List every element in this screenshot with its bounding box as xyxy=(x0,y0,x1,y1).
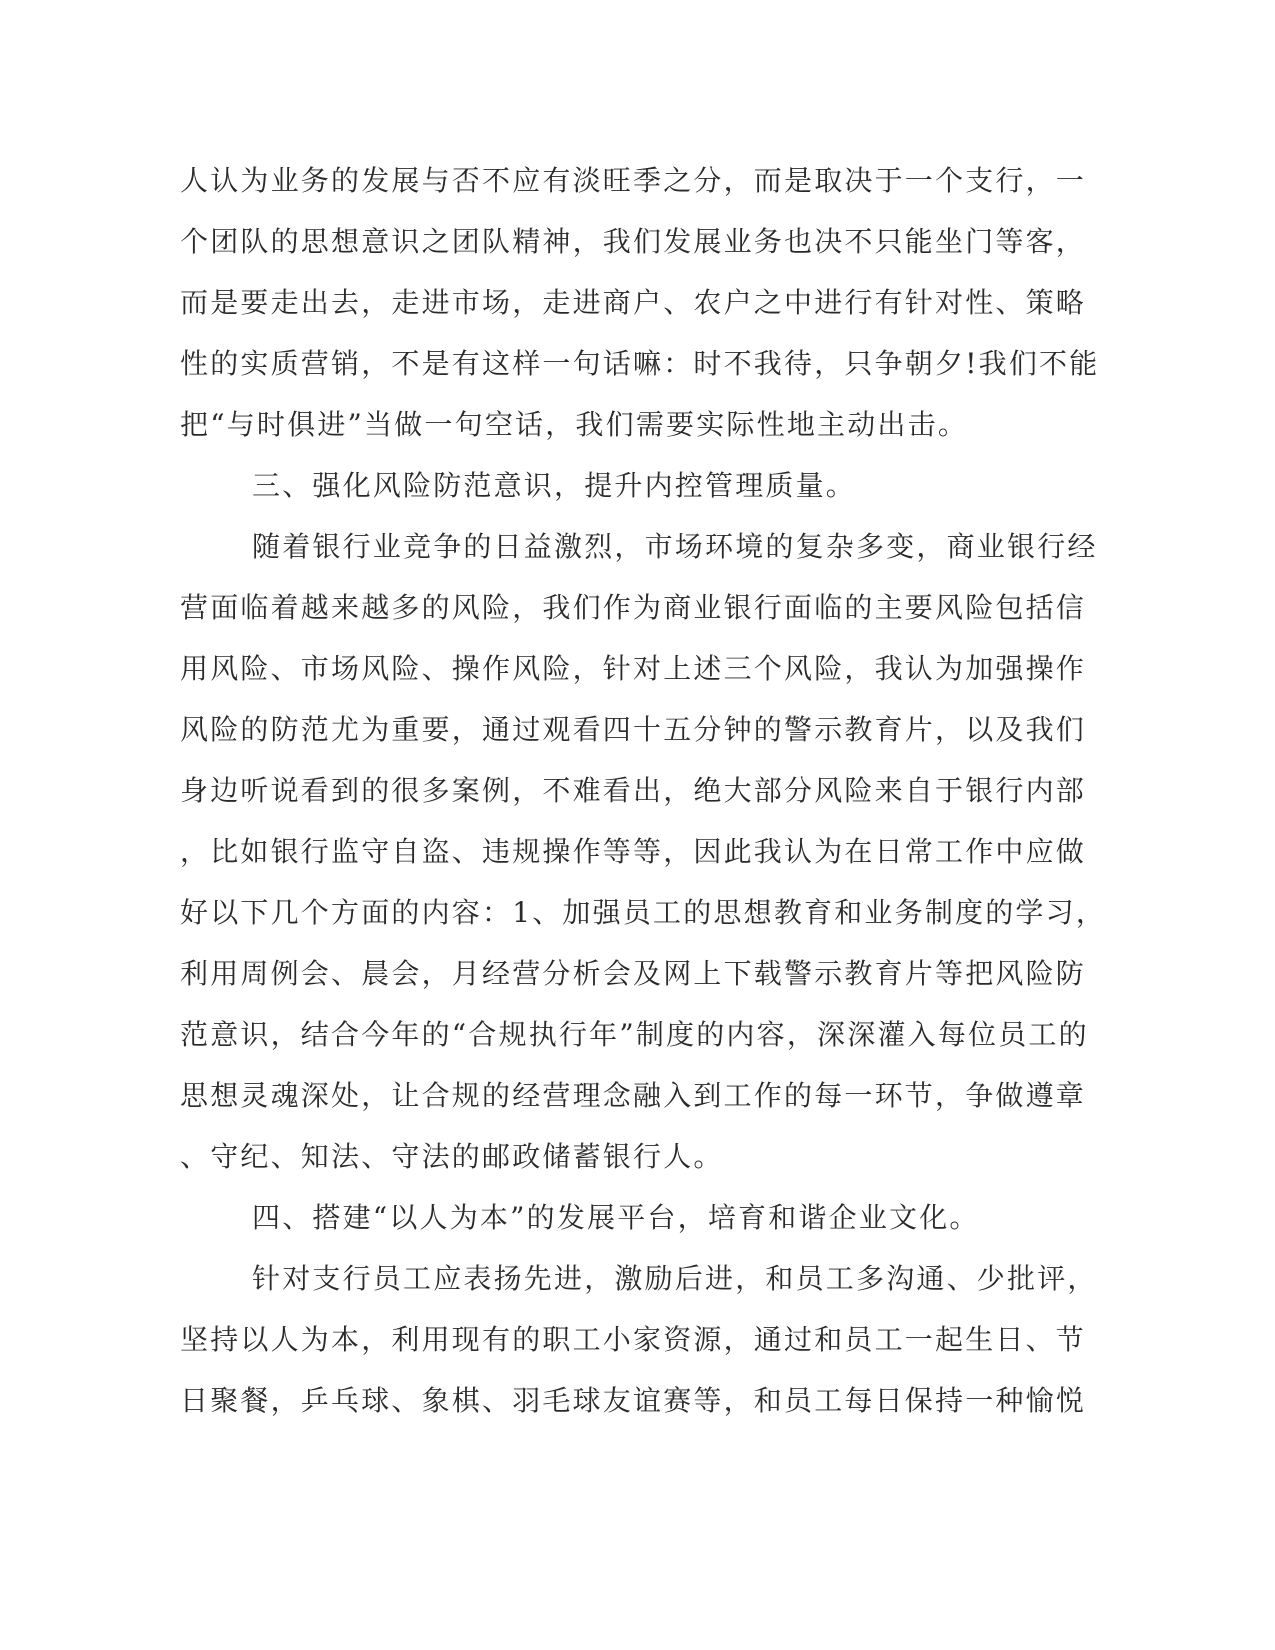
text-line: 风险的防范尤为重要，通过观看四十五分钟的警示教育片，以及我们 xyxy=(180,713,1087,746)
text-line: 营面临着越来越多的风险，我们作为商业银行面临的主要风险包括信 xyxy=(180,591,1087,624)
paragraph-start: 针对支行员工应表扬先进，激励后进，和员工多沟通、少批评， xyxy=(252,1262,1098,1295)
text-line: 利用周例会、晨会，月经营分析会及网上下载警示教育片等把风险防 xyxy=(180,957,1087,990)
text-line: ，比如银行监守自盗、违规操作等等，因此我认为在日常工作中应做 xyxy=(180,835,1087,868)
document-body xyxy=(180,150,1107,1431)
text-line: 范意识，结合今年的“合规执行年”制度的内容，深深灌入每位员工的 xyxy=(180,1018,1089,1051)
text-line: 思想灵魂深处，让合规的经营理念融入到工作的每一环节，争做遵章 xyxy=(180,1079,1087,1112)
text-line: 坚持以人为本，利用现有的职工小家资源，通过和员工一起生日、节 xyxy=(180,1323,1087,1356)
text-line: 性的实质营销，不是有这样一句话嘛：时不我待，只争朝夕!我们不能 xyxy=(180,347,1100,380)
text-line: 把“与时俱进”当做一句空话，我们需要实际性地主动出击。 xyxy=(180,408,969,441)
text-line: 个团队的思想意识之团队精神，我们发展业务也决不只能坐门等客， xyxy=(180,225,1087,258)
section-heading-4: 四、搭建“以人为本”的发展平台，培育和谐企业文化。 xyxy=(252,1201,980,1234)
text-line: 身边听说看到的很多案例，不难看出，绝大部分风险来自于银行内部 xyxy=(180,774,1087,807)
text-line: 、守纪、知法、守法的邮政储蓄银行人。 xyxy=(180,1140,724,1173)
section-heading-3: 三、强化风险防范意识，提升内控管理质量。 xyxy=(252,469,857,502)
text-line: 日聚餐，乒乓球、象棋、羽毛球友谊赛等，和员工每日保持一种愉悦 xyxy=(180,1384,1087,1417)
text-line: 用风险、市场风险、操作风险，针对上述三个风险，我认为加强操作 xyxy=(180,652,1087,685)
text-line: 人认为业务的发展与否不应有淡旺季之分，而是取决于一个支行，一 xyxy=(180,164,1087,197)
paragraph-start: 随着银行业竞争的日益激烈，市场环境的复杂多变，商业银行经 xyxy=(252,530,1098,563)
text-line: 好以下几个方面的内容：1、加强员工的思想教育和业务制度的学习， xyxy=(180,896,1107,929)
text-line: 而是要走出去，走进市场，走进商户、农户之中进行有针对性、策略 xyxy=(180,286,1087,319)
